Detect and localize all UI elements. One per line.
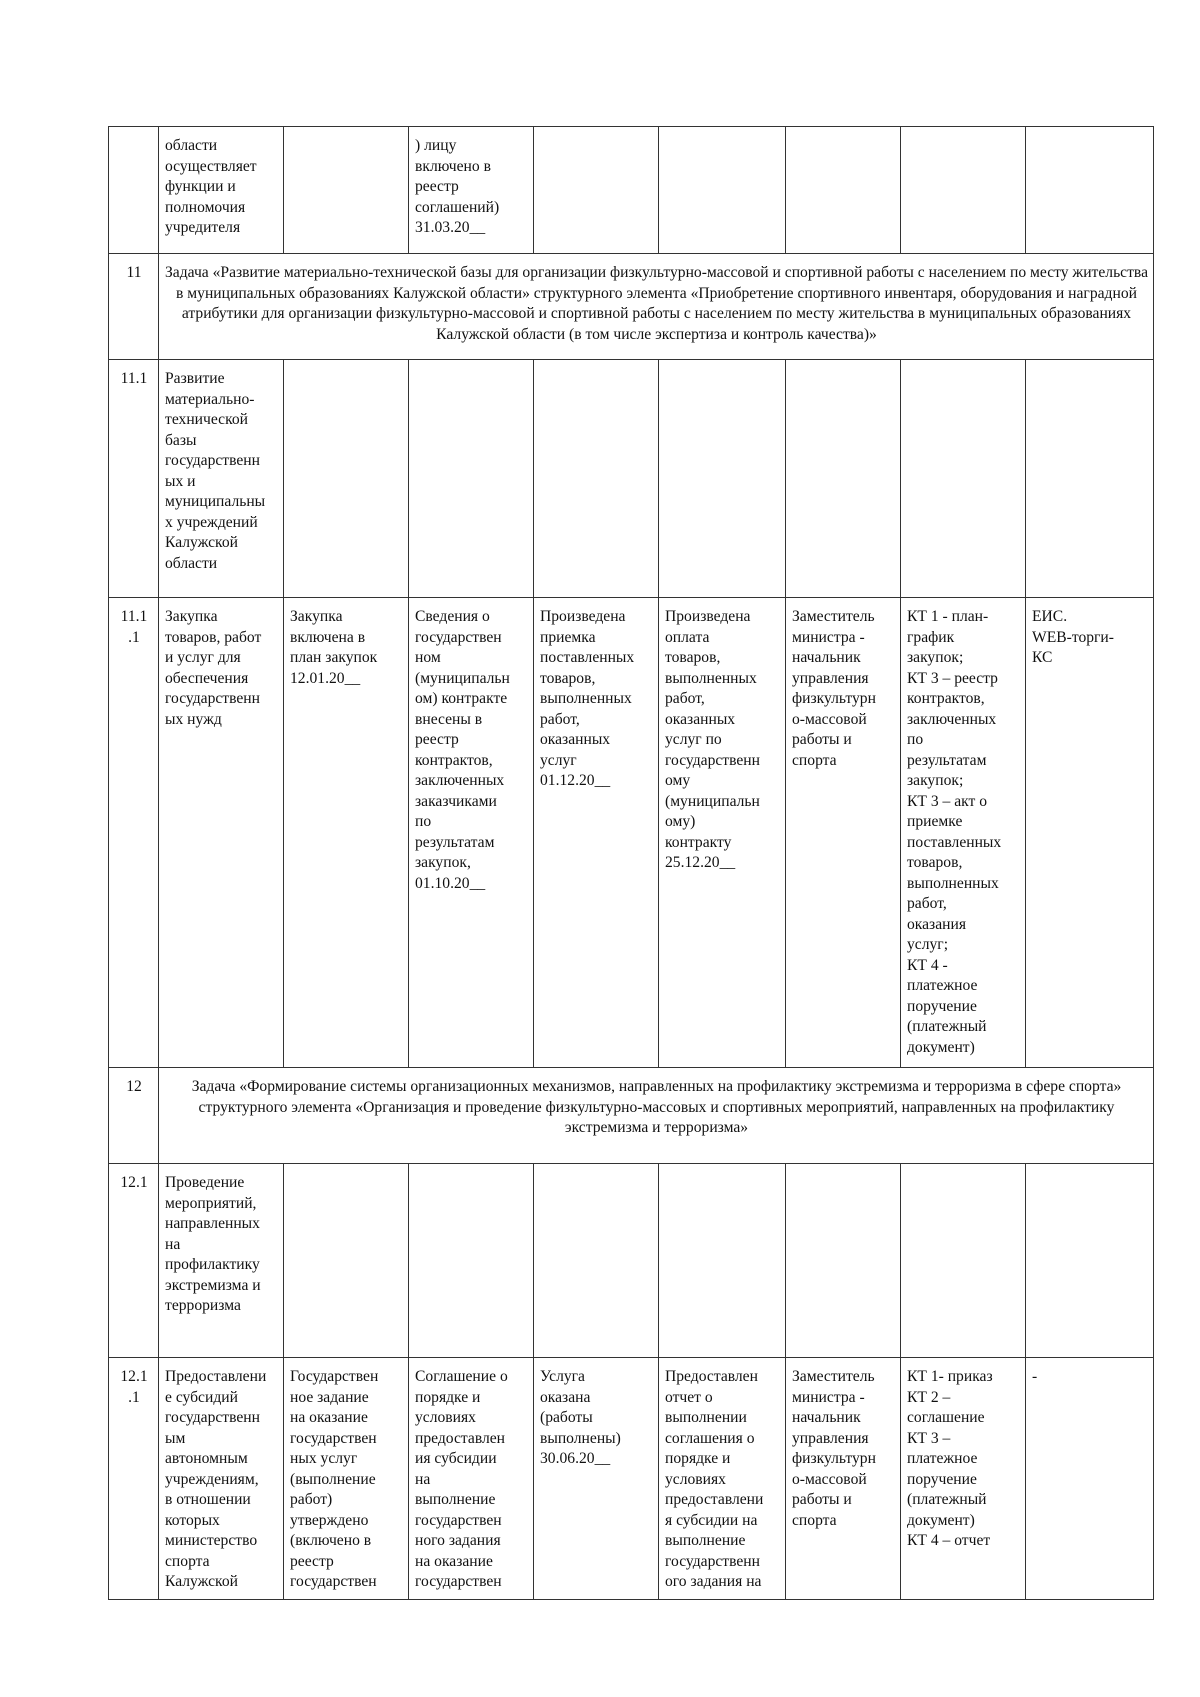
table-cell: КТ 1- приказ КТ 2 – соглашение КТ 3 – платежное поручение (платежный документ) КТ 4 – отчет [901,1358,1026,1600]
row-number: 12.1 [109,1164,159,1358]
table-cell [786,360,901,598]
table-cell [901,127,1026,254]
row-number [109,127,159,254]
table-cell: Закупка включена в план закупок 12.01.20__ [284,598,409,1068]
table-row [109,1358,1154,1600]
table-cell: - [1026,1358,1154,1600]
table-cell: области осуществляет функции и полномочия учредителя [159,127,284,254]
table-cell: Произведена оплата товаров, выполненных работ, оказанных услуг по государственн ому (муниципальн ому) контракту 25.12.20__ [659,598,786,1068]
task-description: Задача «Развитие материально-технической базы для организации физкультурно-массовой и спортивной работы с населением по месту жительства в муниципальных образованиях Калужской области» структурного элемента «Приобретение спортивного инвентаря, оборудования и наградной атрибутики для организации физкультурно-массовой и спортивной работы с населением по месту жительства в муниципальных образованиях Калужской области (в том числе экспертиза и контроль качества)» [159,254,1154,360]
table-cell [284,127,409,254]
table-cell: Развитие материально- технической базы государственн ых и муниципальны х учреждений Калужской области [159,360,284,598]
table-cell [786,127,901,254]
table-row [109,360,1154,598]
row-number: 12.1 .1 [109,1358,159,1600]
table-cell [284,1164,409,1358]
table-cell [901,360,1026,598]
table-cell: ) лицу включено в реестр соглашений) 31.03.20__ [409,127,534,254]
table-cell [1026,1164,1154,1358]
table-cell [786,1164,901,1358]
table-cell: Государствен ное задание на оказание государствен ных услуг (выполнение работ) утверждено (включено в реестр государствен [284,1358,409,1600]
table-cell [901,1164,1026,1358]
task-row [109,1068,1154,1164]
table-row [109,1164,1154,1358]
table-body [109,127,1154,1600]
table-cell: Закупка товаров, работ и услуг для обеспечения государственн ых нужд [159,598,284,1068]
task-row [109,254,1154,360]
table-cell: ЕИС. WEB-торги- КС [1026,598,1154,1068]
table-cell: Соглашение о порядке и условиях предоставлен ия субсидии на выполнение государствен ного задания на оказание государствен [409,1358,534,1600]
table-cell [659,1164,786,1358]
table-cell [284,360,409,598]
row-number: 12 [109,1068,159,1164]
table-cell: КТ 1 - план- график закупок; КТ 3 – реестр контрактов, заключенных по результатам закупок; КТ 3 – акт о приемке поставленных товаров, выполненных работ, оказания услуг; КТ 4 - платежное поручение (платежный документ) [901,598,1026,1068]
row-number: 11.1 .1 [109,598,159,1068]
table-cell: Предоставлен отчет о выполнении соглашения о порядке и условиях предоставлени я субсидии на выполнение государственн ого задания на [659,1358,786,1600]
table-cell: Произведена приемка поставленных товаров, выполненных работ, оказанных услуг 01.12.20__ [534,598,659,1068]
table-cell: Заместитель министра - начальник управления физкультурн о-массовой работы и спорта [786,598,901,1068]
table-cell: Проведение мероприятий, направленных на профилактику экстремизма и терроризма [159,1164,284,1358]
table-row [109,127,1154,254]
implementation-plan-table [108,126,1154,1600]
row-number: 11.1 [109,360,159,598]
table-cell [1026,360,1154,598]
table-cell [659,127,786,254]
table-cell [659,360,786,598]
table-cell: Услуга оказана (работы выполнены) 30.06.20__ [534,1358,659,1600]
table-cell [534,127,659,254]
table-cell [534,360,659,598]
table-cell: Заместитель министра - начальник управления физкультурн о-массовой работы и спорта [786,1358,901,1600]
table-cell: Сведения о государствен ном (муниципальн ом) контракте внесены в реестр контрактов, заключенных заказчиками по результатам закупок, 01.10.20__ [409,598,534,1068]
task-description: Задача «Формирование системы организационных механизмов, направленных на профилактику экстремизма и терроризма в сфере спорта» структурного элемента «Организация и проведение физкультурно-массовых и спортивных мероприятий, направленных на профилактику экстремизма и терроризма» [159,1068,1154,1164]
table-row [109,598,1154,1068]
table-cell [409,1164,534,1358]
table-cell [409,360,534,598]
row-number: 11 [109,254,159,360]
table-cell [534,1164,659,1358]
table-cell: Предоставлени е субсидий государственн ым автономным учреждениям, в отношении которых министерство спорта Калужской [159,1358,284,1600]
table-cell [1026,127,1154,254]
